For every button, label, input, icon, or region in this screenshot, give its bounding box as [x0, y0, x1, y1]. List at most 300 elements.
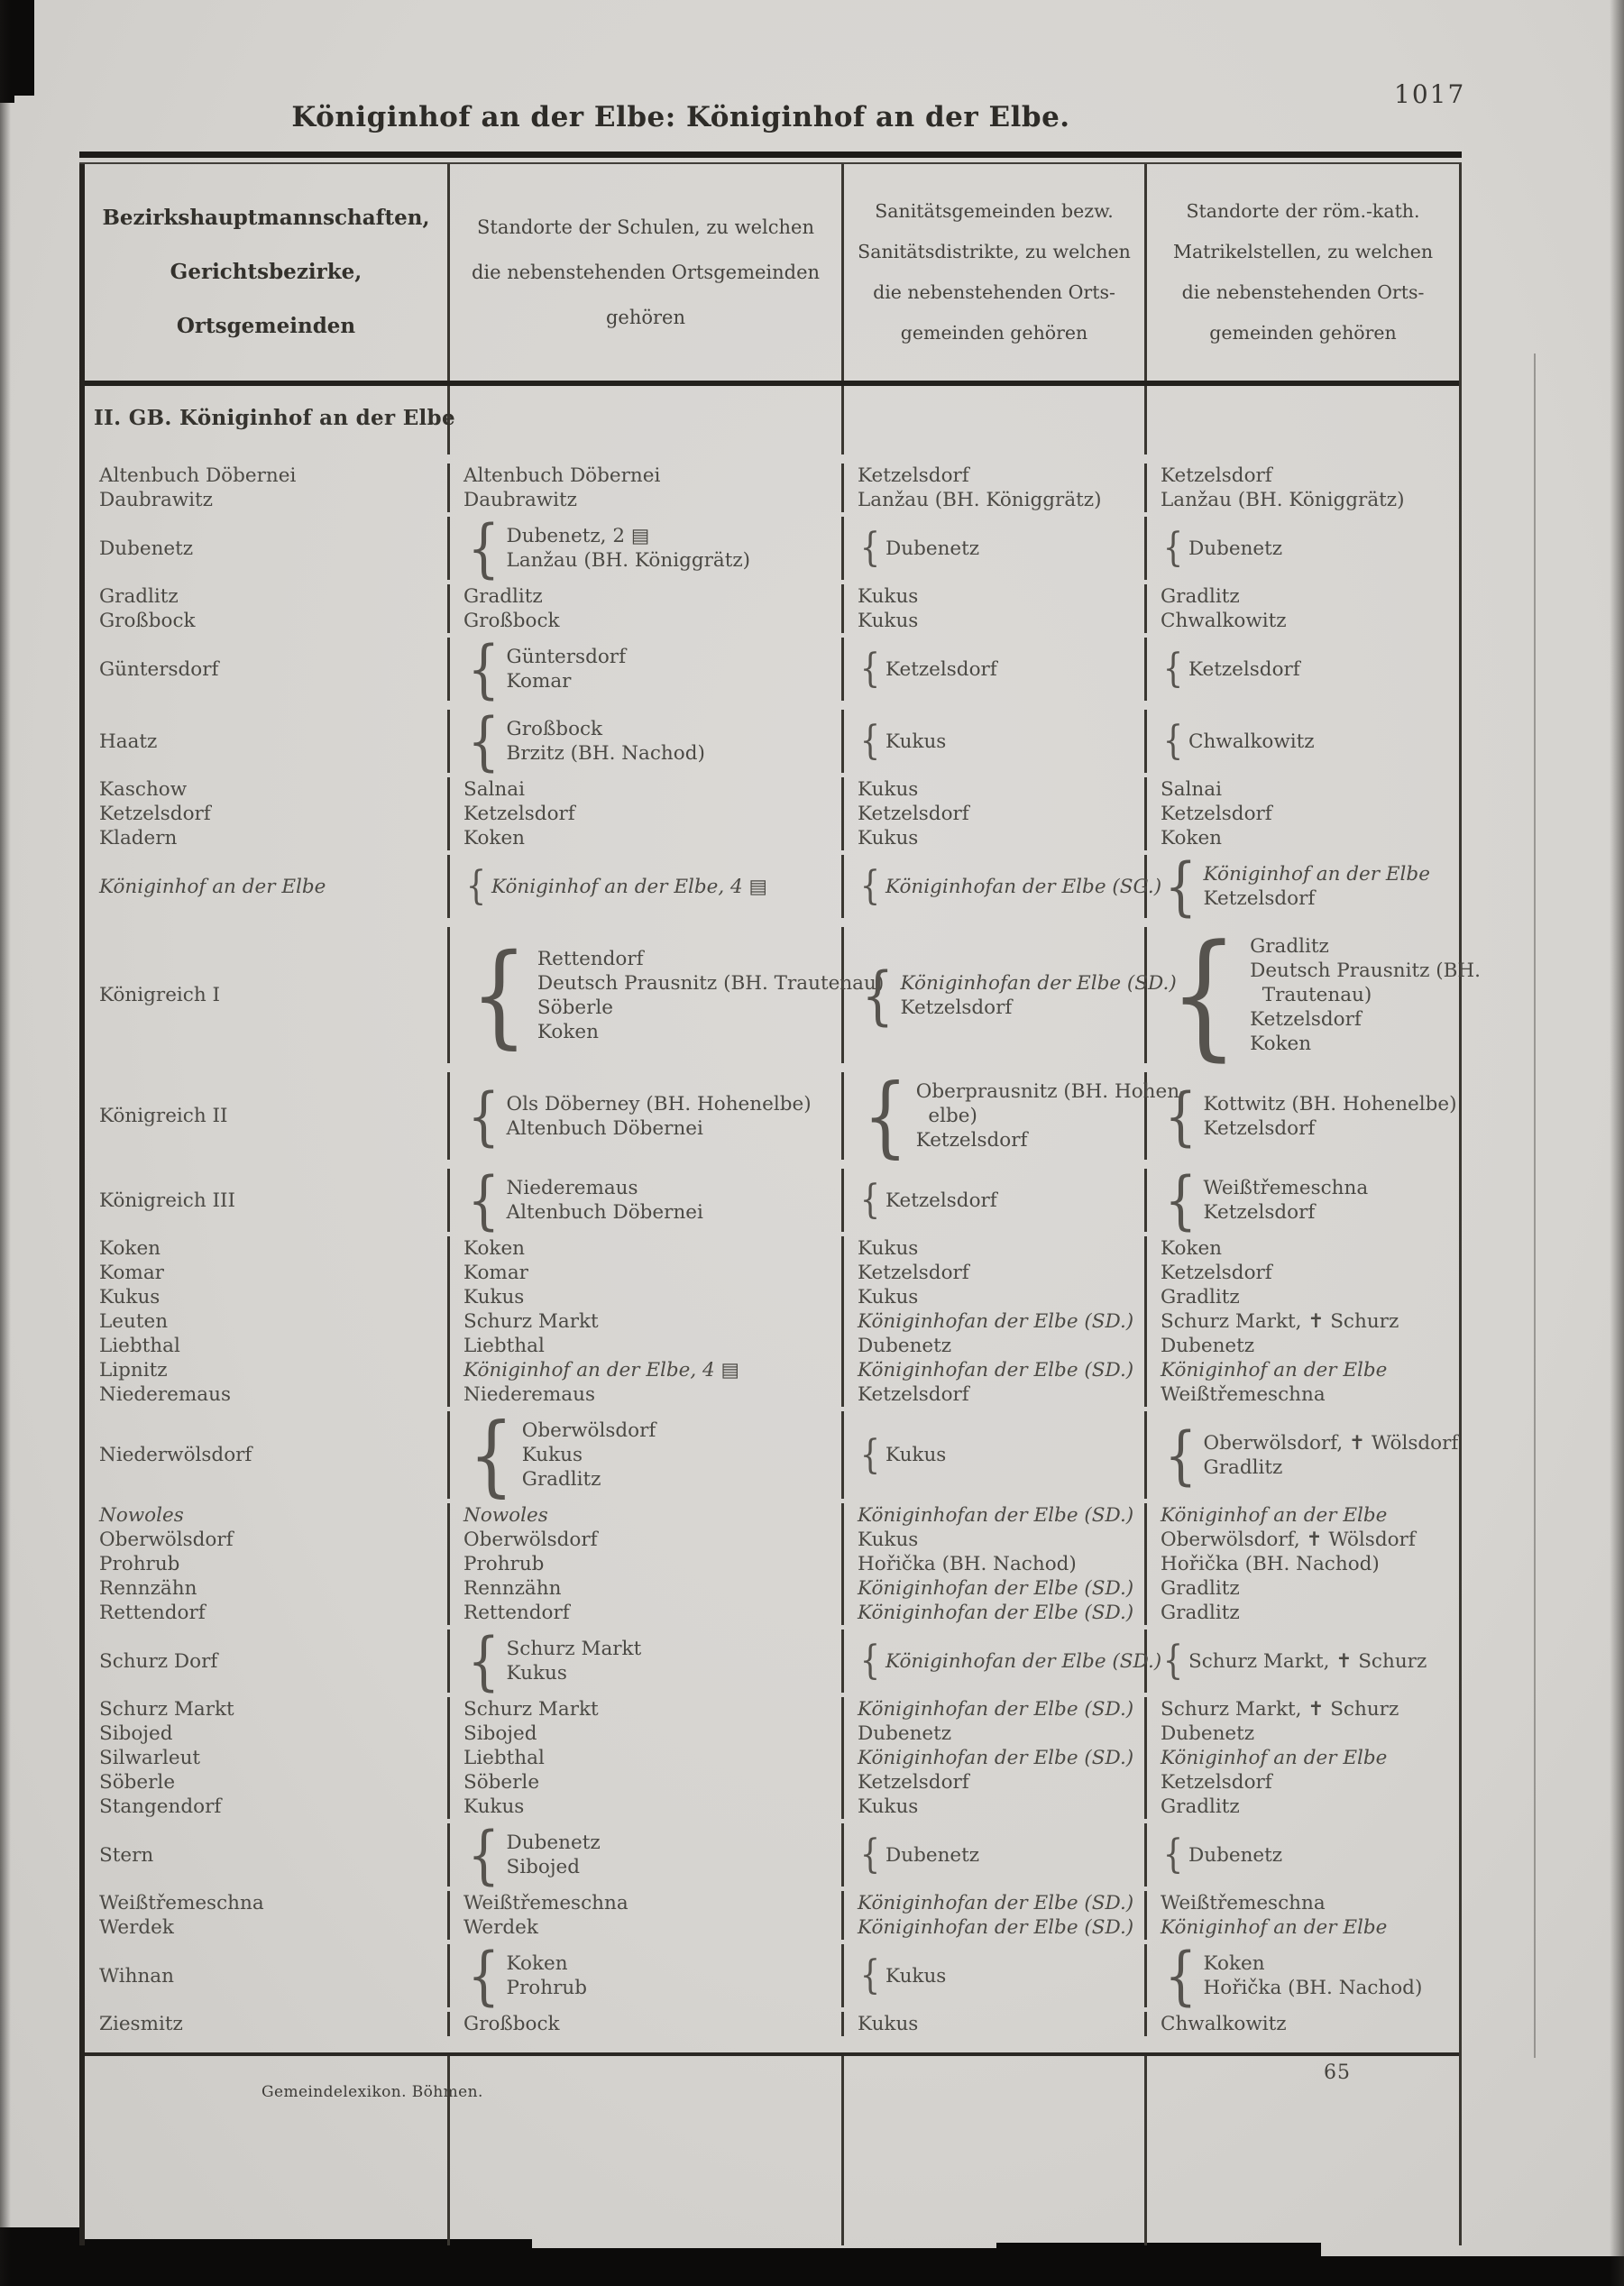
- place-name: Königinhofan der Elbe (SG.): [885, 875, 1162, 898]
- cell-schulort: [450, 1503, 844, 1528]
- place-name: Dubenetz: [1161, 1335, 1255, 1357]
- cell-ortsgemeinde: [85, 1309, 450, 1334]
- group-brace: {: [1162, 718, 1184, 764]
- table-row: [85, 1309, 1459, 1334]
- scan-artifact: [1312, 2256, 1624, 2286]
- place-name: Ols Döberney (BH. Hohenelbe): [506, 1092, 812, 1115]
- place-name: Stangendorf: [99, 1795, 222, 1818]
- place-name: Ketzelsdorf: [1161, 464, 1272, 487]
- cell-sanitaetsgemeinde: [844, 855, 1162, 918]
- cell-matrikelstelle: [1147, 1891, 1459, 1915]
- table-row: [85, 826, 1459, 850]
- place-name: Koken: [537, 1020, 599, 1043]
- cell-sanitaetsgemeinde: [844, 1358, 1147, 1382]
- cell-ortsgemeinde: [85, 1503, 450, 1528]
- place-name: Deutsch Prausnitz (BH.: [1250, 959, 1482, 982]
- cell-sanitaetsgemeinde: [844, 1236, 1147, 1261]
- place-name: Gradlitz: [1203, 1455, 1283, 1479]
- place-name: Dubenetz: [1161, 1722, 1255, 1745]
- cell-schulort: [450, 855, 844, 918]
- cell-matrikelstelle: [1147, 2012, 1459, 2036]
- cell-schulort: [450, 464, 844, 488]
- place-name: Lanžau (BH. Königgrätz): [506, 549, 751, 572]
- place-name: Schurz Markt, ✝ Schurz: [1161, 1698, 1399, 1721]
- cell-sanitaetsgemeinde: [844, 1823, 1147, 1887]
- column-header-bezirkshauptmannschaften: [85, 164, 450, 381]
- place-name: Weißtřemeschna: [463, 1892, 628, 1914]
- table-row: [85, 1601, 1459, 1625]
- cell-ortsgemeinde: [85, 1411, 450, 1499]
- cell-matrikelstelle: [1147, 1236, 1459, 1261]
- cell-schulort: [450, 1746, 844, 1770]
- cell-sanitaetsgemeinde: [844, 1261, 1147, 1285]
- place-name: Ketzelsdorf: [885, 1189, 997, 1212]
- page-number: 1017: [1394, 79, 1466, 109]
- place-name: Oberwölsdorf: [521, 1419, 656, 1442]
- cell-schulort: [450, 488, 844, 512]
- place-name: Sibojed: [506, 1856, 581, 1878]
- place-name: Altenbuch Döbernei: [506, 1116, 703, 1140]
- place-name: Niederwölsdorf: [99, 1444, 252, 1466]
- place-name: Daubrawitz: [463, 489, 578, 511]
- cell-sanitaetsgemeinde: [844, 1576, 1147, 1601]
- cell-matrikelstelle: [1147, 1939, 1459, 2013]
- cell-ortsgemeinde: [85, 464, 450, 488]
- page-title: Königinhof an der Elbe: Königinhof an der Elbe.: [291, 101, 1070, 133]
- table-row: [85, 1236, 1459, 1261]
- cell-schulort: [450, 1795, 844, 1819]
- cell-matrikelstelle: [1147, 1630, 1459, 1693]
- cell-schulort: [450, 1285, 844, 1309]
- place-name: Ziesmitz: [99, 2013, 183, 2035]
- cell-ortsgemeinde: [85, 1823, 450, 1887]
- cell-sanitaetsgemeinde: [844, 1552, 1147, 1576]
- place-name: Niederemaus: [99, 1383, 231, 1406]
- place-name: Gradlitz: [521, 1468, 601, 1491]
- cell-ortsgemeinde: [85, 1697, 450, 1721]
- group-brace: {: [859, 1952, 881, 1998]
- place-name: Königinhofan der Elbe (SD.): [858, 1310, 1134, 1333]
- table-row: [85, 1285, 1459, 1309]
- cell-ortsgemeinde: [85, 638, 450, 701]
- place-name: Gradlitz: [1161, 1795, 1240, 1818]
- place-name: Werdek: [99, 1916, 174, 1939]
- place-name: Kukus: [858, 2013, 919, 2035]
- place-name: Oberwölsdorf, ✝ Wölsdorf: [1161, 1529, 1416, 1551]
- place-name: Dubenetz: [506, 1832, 601, 1854]
- place-name: Güntersdorf: [99, 657, 219, 681]
- place-name: Kukus: [858, 585, 919, 608]
- cell-ortsgemeinde: [85, 609, 450, 633]
- group-brace: {: [467, 1079, 500, 1153]
- place-name: Altenbuch Döbernei: [506, 1201, 703, 1224]
- cell-matrikelstelle: [1147, 1915, 1459, 1940]
- place-name: Königinhof an der Elbe: [1203, 863, 1430, 886]
- group-brace: {: [467, 632, 500, 706]
- cell-matrikelstelle: [1147, 1576, 1459, 1601]
- cell-sanitaetsgemeinde: [844, 1382, 1147, 1407]
- cell-matrikelstelle: [1147, 1285, 1459, 1309]
- table-row: [85, 1625, 1459, 1697]
- column-header-sanitaetsgemeinden: [844, 164, 1147, 381]
- header-line: gehören: [605, 307, 686, 328]
- cell-sanitaetsgemeinde: [844, 1065, 1187, 1167]
- place-name: Ketzelsdorf: [885, 657, 997, 681]
- place-name: Brzitz (BH. Nachod): [506, 742, 705, 765]
- cell-ortsgemeinde: [85, 517, 450, 580]
- cell-ortsgemeinde: [85, 488, 450, 512]
- place-name: Großbock: [99, 610, 196, 632]
- place-name: Leuten: [99, 1310, 169, 1333]
- table-row: [85, 2012, 1459, 2036]
- group-brace: {: [859, 1638, 881, 1684]
- table-row: [85, 1819, 1459, 1891]
- cell-schulort: [450, 1358, 844, 1382]
- place-name: Lanžau (BH. Königgrätz): [1161, 489, 1405, 511]
- cell-schulort: [450, 632, 844, 706]
- cell-schulort: [450, 777, 844, 802]
- cell-schulort: [450, 1601, 844, 1625]
- table-row: [85, 850, 1459, 923]
- place-name: Ketzelsdorf: [1161, 803, 1272, 825]
- cell-sanitaetsgemeinde: [844, 927, 1177, 1063]
- cell-ortsgemeinde: [85, 1891, 450, 1915]
- cell-ortsgemeinde: [85, 1169, 450, 1232]
- group-brace: {: [467, 511, 500, 585]
- cell-sanitaetsgemeinde: [844, 464, 1147, 488]
- place-name: Ketzelsdorf: [1203, 1201, 1316, 1224]
- place-name: Weißtřemeschna: [1203, 1177, 1369, 1199]
- table-row: [85, 1404, 1459, 1506]
- table-row: [85, 1576, 1459, 1601]
- group-brace: {: [467, 1163, 500, 1237]
- group-brace: {: [467, 704, 500, 778]
- cell-matrikelstelle: [1147, 1795, 1459, 1819]
- cell-ortsgemeinde: [85, 855, 450, 918]
- place-name: Lanžau (BH. Königgrätz): [858, 489, 1102, 511]
- place-name: Königinhof an der Elbe: [1161, 1916, 1388, 1939]
- place-name: Weißtřemeschna: [1161, 1383, 1326, 1406]
- cell-ortsgemeinde: [85, 1382, 450, 1407]
- place-name: Königinhofan der Elbe (SD.): [858, 1602, 1134, 1624]
- place-name: Kukus: [885, 730, 947, 753]
- place-name: Weißtřemeschna: [1161, 1892, 1326, 1914]
- place-name: Großbock: [506, 718, 603, 740]
- place-name: Ketzelsdorf: [1203, 1116, 1316, 1140]
- cell-matrikelstelle: [1147, 1697, 1459, 1721]
- place-name: Königinhofan der Elbe (SD.): [885, 1649, 1162, 1673]
- cell-ortsgemeinde: [85, 927, 450, 1063]
- place-name: Königinhofan der Elbe (SD.): [858, 1359, 1134, 1382]
- cell-sanitaetsgemeinde: [844, 584, 1147, 609]
- place-name: Königinhofan der Elbe (SD.): [858, 1747, 1134, 1769]
- table-row: [85, 705, 1459, 777]
- place-name: Kukus: [885, 1964, 947, 1988]
- place-name: Schurz Markt: [506, 1638, 642, 1660]
- cell-sanitaetsgemeinde: [844, 802, 1147, 826]
- cell-schulort: [450, 826, 844, 850]
- cell-matrikelstelle: [1147, 1411, 1459, 1499]
- group-brace: {: [859, 1177, 881, 1223]
- place-name: Koken: [1161, 827, 1223, 849]
- place-name: Kukus: [463, 1286, 525, 1308]
- place-name: Söberle: [99, 1771, 176, 1794]
- section-header: II. GB. Königinhof an der Elbe: [94, 406, 455, 430]
- cell-matrikelstelle: [1147, 849, 1459, 923]
- cell-matrikelstelle: [1147, 1503, 1459, 1528]
- place-name: Oberwölsdorf: [463, 1529, 598, 1551]
- group-brace: {: [1164, 849, 1197, 923]
- table-box: [79, 164, 1482, 2245]
- place-name: Rettendorf: [537, 947, 644, 970]
- sheet-number: 65: [1324, 2061, 1351, 2084]
- cell-schulort: [450, 1261, 844, 1285]
- place-name: Salnai: [1161, 778, 1222, 801]
- place-name: Königinhofan der Elbe (SD.): [858, 1698, 1134, 1721]
- group-brace: {: [1162, 525, 1184, 571]
- place-name: Königinhof an der Elbe: [99, 875, 326, 898]
- cell-sanitaetsgemeinde: [844, 1309, 1147, 1334]
- place-name: Dubenetz: [885, 1843, 980, 1867]
- cell-ortsgemeinde: [85, 1576, 450, 1601]
- group-brace: {: [1162, 1832, 1184, 1877]
- group-brace: {: [863, 1065, 908, 1167]
- cell-sanitaetsgemeinde: [844, 1915, 1147, 1940]
- header-line: gemeinden gehören: [1209, 322, 1397, 344]
- place-name: Königinhof an der Elbe: [1161, 1359, 1388, 1382]
- place-name: Gradlitz: [99, 585, 179, 608]
- place-name: Ketzelsdorf: [463, 803, 575, 825]
- place-name: Königreich II: [99, 1105, 228, 1127]
- cell-sanitaetsgemeinde: [844, 1746, 1147, 1770]
- cell-matrikelstelle: [1147, 1770, 1459, 1795]
- place-name: Kukus: [858, 1237, 919, 1260]
- place-name: Gradlitz: [463, 585, 543, 608]
- place-name: Ketzelsdorf: [858, 1383, 969, 1406]
- scan-artifact: [518, 2248, 1010, 2286]
- place-name: Werdek: [463, 1916, 538, 1939]
- group-brace: {: [861, 958, 895, 1033]
- gazetteer-table: [79, 151, 1482, 2245]
- place-name: Liebthal: [99, 1335, 180, 1357]
- place-name: Kukus: [858, 827, 919, 849]
- cell-ortsgemeinde: [85, 1334, 450, 1358]
- cell-ortsgemeinde: [85, 1630, 450, 1693]
- cell-sanitaetsgemeinde: [844, 1721, 1147, 1746]
- header-line: die nebenstehenden Orts-: [873, 281, 1115, 303]
- place-name: Kukus: [858, 1795, 919, 1818]
- place-name: Großbock: [463, 610, 560, 632]
- cell-matrikelstelle: [1147, 464, 1459, 488]
- cell-ortsgemeinde: [85, 777, 450, 802]
- place-name: Dubenetz: [99, 537, 194, 560]
- cell-schulort: [450, 802, 844, 826]
- cell-schulort: [450, 1576, 844, 1601]
- table-row: [85, 1334, 1459, 1358]
- place-name: Chwalkowitz: [1188, 730, 1315, 753]
- cell-sanitaetsgemeinde: [844, 488, 1147, 512]
- place-name: Kukus: [506, 1662, 567, 1685]
- table-body: [85, 454, 1482, 2040]
- cell-matrikelstelle: [1147, 1746, 1459, 1770]
- place-name: Koken: [506, 1952, 568, 1975]
- place-name: Kukus: [463, 1795, 525, 1818]
- header-line: Gerichtsbezirke,: [170, 260, 362, 284]
- group-brace: {: [1162, 646, 1184, 692]
- header-line: Sanitätsgemeinden bezw.: [875, 200, 1114, 222]
- cell-matrikelstelle: [1147, 638, 1459, 701]
- table-row: [85, 633, 1459, 705]
- cell-schulort: [450, 1721, 844, 1746]
- cell-matrikelstelle: [1147, 1163, 1459, 1237]
- cell-matrikelstelle: [1147, 1721, 1459, 1746]
- cell-ortsgemeinde: [85, 1915, 450, 1940]
- place-name: Koken: [1161, 1237, 1223, 1260]
- group-brace: {: [465, 863, 487, 909]
- cell-matrikelstelle: [1147, 1358, 1459, 1382]
- group-brace: {: [467, 1818, 500, 1892]
- header-line: die nebenstehenden Orts-: [1181, 281, 1425, 303]
- group-brace: {: [859, 646, 881, 692]
- cell-ortsgemeinde: [85, 1236, 450, 1261]
- cell-ortsgemeinde: [85, 802, 450, 826]
- cell-sanitaetsgemeinde: [844, 2012, 1147, 2036]
- header-line: Ortsgemeinden: [176, 314, 356, 338]
- place-name: Prohrub: [463, 1553, 545, 1575]
- cell-schulort: [450, 1236, 844, 1261]
- cell-ortsgemeinde: [85, 1072, 450, 1160]
- cell-schulort: [450, 1334, 844, 1358]
- place-name: Komar: [506, 670, 572, 693]
- place-name: Gradlitz: [1161, 1286, 1240, 1308]
- place-name: Ketzelsdorf: [858, 464, 969, 487]
- place-name: Kukus: [858, 610, 919, 632]
- place-name: Ketzelsdorf: [900, 996, 1013, 1019]
- place-name: Liebthal: [463, 1335, 545, 1357]
- cell-ortsgemeinde: [85, 1944, 450, 2007]
- group-brace: {: [859, 718, 881, 764]
- place-name: Ketzelsdorf: [1161, 1262, 1272, 1284]
- place-name: Hořička (BH. Nachod): [1161, 1553, 1380, 1575]
- cell-ortsgemeinde: [85, 1285, 450, 1309]
- cell-matrikelstelle: [1147, 777, 1459, 802]
- place-name: Ketzelsdorf: [858, 1262, 969, 1284]
- table-row: [85, 915, 1482, 1074]
- table-row: [85, 1770, 1459, 1795]
- cell-matrikelstelle: [1147, 710, 1459, 773]
- table-row: [85, 1697, 1459, 1721]
- cell-schulort: [450, 609, 844, 633]
- place-name: Kukus: [858, 1529, 919, 1551]
- place-name: Rettendorf: [99, 1602, 206, 1624]
- table-row: [85, 1065, 1459, 1167]
- place-name: Königinhofan der Elbe (SD.): [858, 1916, 1134, 1939]
- place-name: Kukus: [885, 1444, 947, 1466]
- cell-schulort: [450, 1939, 844, 2013]
- cell-ortsgemeinde: [85, 826, 450, 850]
- scan-artifact: [0, 2227, 83, 2286]
- place-name: elbe): [915, 1105, 977, 1127]
- cell-sanitaetsgemeinde: [844, 1411, 1147, 1499]
- cell-matrikelstelle: [1147, 1072, 1459, 1160]
- place-name: Hořička (BH. Nachod): [858, 1553, 1077, 1575]
- place-name: Königinhof an der Elbe: [1161, 1504, 1388, 1527]
- place-name: Niederemaus: [506, 1177, 638, 1199]
- place-name: Kottwitz (BH. Hohenelbe): [1203, 1092, 1457, 1115]
- cell-sanitaetsgemeinde: [844, 1891, 1147, 1915]
- place-name: Schurz Markt: [463, 1698, 599, 1721]
- cell-ortsgemeinde: [85, 1261, 450, 1285]
- place-name: Schurz Markt: [99, 1698, 234, 1721]
- cell-sanitaetsgemeinde: [844, 777, 1147, 802]
- header-line: Standorte der röm.-kath.: [1186, 200, 1420, 222]
- place-name: Koken: [1250, 1033, 1312, 1055]
- cell-ortsgemeinde: [85, 1528, 450, 1552]
- cell-schulort: [450, 1382, 844, 1407]
- place-name: Dubenetz: [1188, 1843, 1283, 1867]
- cell-sanitaetsgemeinde: [844, 1770, 1147, 1795]
- place-name: Ketzelsdorf: [1188, 657, 1300, 681]
- cell-schulort: [450, 1915, 844, 1940]
- cell-sanitaetsgemeinde: [844, 517, 1147, 580]
- place-name: Rennzähn: [463, 1577, 562, 1600]
- table-row: [85, 1721, 1459, 1746]
- header-line: gemeinden gehören: [900, 322, 1088, 344]
- place-name: Ketzelsdorf: [1203, 887, 1316, 910]
- place-name: Söberle: [537, 996, 613, 1019]
- place-name: Schurz Markt: [463, 1310, 599, 1333]
- table-row: [85, 1940, 1459, 2012]
- cell-sanitaetsgemeinde: [844, 1334, 1147, 1358]
- place-name: Ketzelsdorf: [915, 1129, 1028, 1152]
- cell-schulort: [450, 1770, 844, 1795]
- table-row: [85, 488, 1459, 512]
- cell-sanitaetsgemeinde: [844, 1169, 1147, 1232]
- place-name: Prohrub: [506, 1977, 587, 1999]
- group-brace: {: [859, 525, 881, 571]
- group-brace: {: [859, 1431, 881, 1478]
- group-brace: {: [467, 1624, 500, 1698]
- cell-ortsgemeinde: [85, 1770, 450, 1795]
- cell-ortsgemeinde: [85, 1795, 450, 1819]
- place-name: Königinhofan der Elbe (SD.): [858, 1504, 1134, 1527]
- place-name: Ketzelsdorf: [1161, 1771, 1272, 1794]
- place-name: Königreich III: [99, 1189, 235, 1212]
- place-name: Ketzelsdorf: [99, 803, 211, 825]
- place-name: Oberprausnitz (BH. Hohen-: [915, 1080, 1187, 1103]
- table-row: [85, 1164, 1459, 1236]
- place-name: Großbock: [463, 2013, 560, 2035]
- place-name: Stern: [99, 1843, 154, 1867]
- place-name: Oberwölsdorf: [99, 1529, 234, 1551]
- place-name: Trautenau): [1250, 984, 1372, 1006]
- cell-ortsgemeinde: [85, 1358, 450, 1382]
- table-top-rule: [79, 151, 1462, 158]
- cell-matrikelstelle: [1147, 1309, 1459, 1334]
- place-name: Altenbuch Döbernei: [99, 464, 297, 487]
- table-row: [85, 609, 1459, 633]
- cell-sanitaetsgemeinde: [844, 1697, 1147, 1721]
- group-brace: {: [859, 863, 881, 909]
- cell-matrikelstelle: [1147, 915, 1482, 1074]
- place-name: Schurz Markt, ✝ Schurz: [1188, 1649, 1427, 1673]
- place-name: Gradlitz: [1250, 935, 1329, 958]
- place-name: Prohrub: [99, 1553, 180, 1575]
- place-name: Kukus: [858, 1286, 919, 1308]
- table-row: [85, 1528, 1459, 1552]
- place-name: Ketzelsdorf: [1250, 1008, 1362, 1031]
- place-name: Koken: [463, 827, 526, 849]
